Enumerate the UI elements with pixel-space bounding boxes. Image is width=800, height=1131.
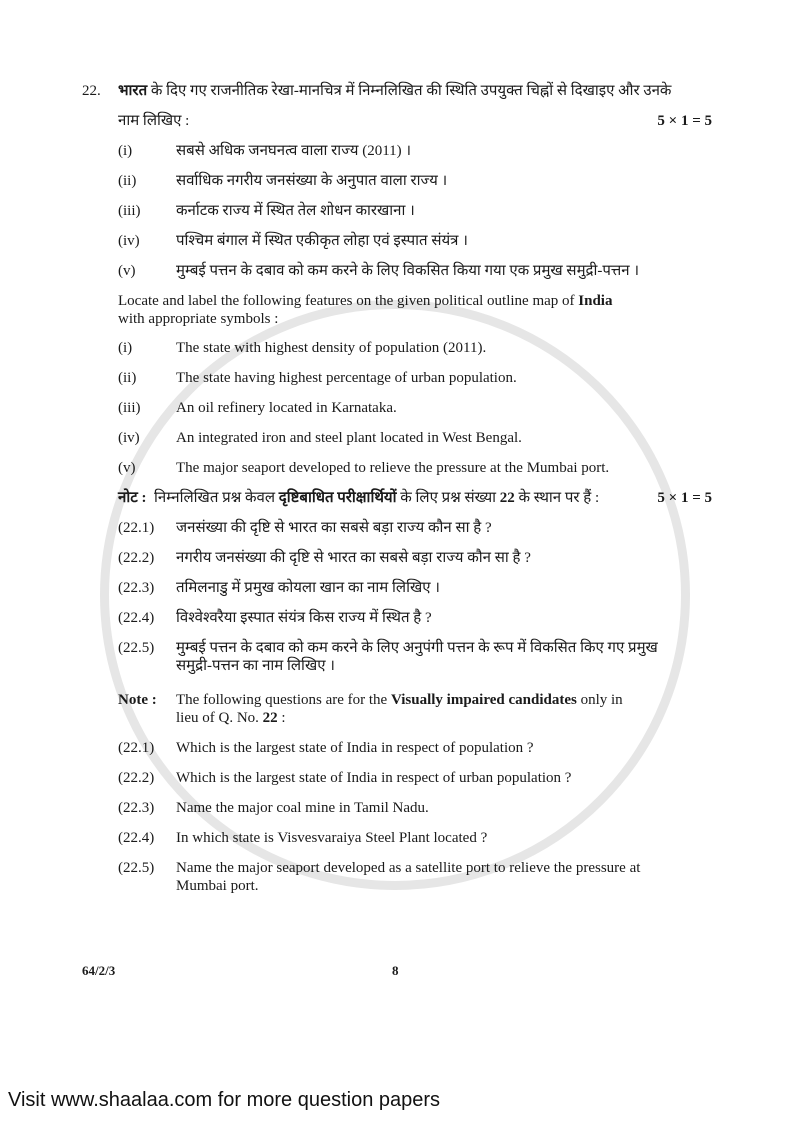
item-text-wrap — [176, 769, 712, 787]
item-text-wrap — [176, 639, 712, 675]
list-item — [118, 262, 712, 280]
item-label: (22.3) — [118, 800, 155, 816]
list-item — [118, 519, 712, 537]
marks: 5 × 1 = 5 — [657, 490, 712, 506]
item-text: पश्चिम बंगाल में स्थित एकीकृत लोहा एवं इस्पात संयंत्र । — [176, 233, 468, 249]
item-text-wrap — [176, 369, 712, 387]
item-text: The state having highest percentage of urban population. — [176, 370, 517, 386]
hindi-vi-items-list — [118, 519, 712, 675]
item-text-wrap — [176, 549, 712, 567]
question-number: 22. — [82, 83, 101, 99]
item-label: (22.4) — [118, 830, 155, 846]
item-label: (ii) — [118, 173, 137, 189]
item-label: (22.5) — [118, 860, 155, 876]
item-text-continued: Mumbai port. — [176, 878, 259, 894]
marks: 5 × 1 = 5 — [657, 113, 712, 129]
english-heading-bold: India — [578, 293, 613, 309]
list-item — [118, 172, 712, 190]
item-text-wrap — [176, 739, 712, 757]
item-text: Name the major coal mine in Tamil Nadu. — [176, 800, 429, 816]
item-text: An integrated iron and steel plant located in West Bengal. — [176, 430, 522, 446]
list-item — [118, 202, 712, 220]
hindi-heading-line2-wrap — [118, 112, 712, 130]
hindi-note-text: के स्थान पर हैं : — [514, 490, 600, 506]
item-label: (iii) — [118, 400, 141, 416]
hindi-note-text: के लिए प्रश्न संख्या — [396, 490, 500, 506]
item-text: Which is the largest state of India in respect of urban population ? — [176, 770, 572, 786]
item-text: विश्वेश्वरैया इस्पात संयंत्र किस राज्य में स्थित है ? — [176, 610, 432, 626]
english-note-body — [176, 691, 712, 727]
item-text-wrap — [176, 829, 712, 847]
item-text-wrap — [176, 262, 712, 280]
item-text: The state with highest density of population (2011). — [176, 340, 487, 356]
item-label: (22.2) — [118, 550, 155, 566]
english-note-bold: Visually impaired candidates — [390, 692, 577, 708]
item-label: (22.1) — [118, 520, 155, 536]
list-item — [118, 579, 712, 597]
list-item — [118, 232, 712, 250]
english-vi-items-list — [118, 739, 712, 895]
hindi-heading-bold: भारत — [118, 83, 148, 99]
item-text-continued: समुद्री-पत्तन का नाम लिखिए । — [176, 658, 335, 674]
list-item — [118, 339, 712, 357]
list-item — [118, 799, 712, 817]
list-item — [118, 859, 712, 895]
hindi-items-list — [118, 142, 712, 280]
footer-banner: Visit www.shaalaa.com for more question papers — [8, 1089, 441, 1111]
item-text-wrap — [176, 799, 712, 817]
item-label: (i) — [118, 340, 133, 356]
item-text: मुम्बई पत्तन के दबाव को कम करने के लिए विकसित किया गया एक प्रमुख समुद्री-पत्तन । — [176, 263, 640, 279]
item-label: (22.1) — [118, 740, 155, 756]
item-text: मुम्बई पत्तन के दबाव को कम करने के लिए अनुपंगी पत्तन के रूप में विकसित किए गए प्रमुख — [176, 640, 658, 656]
list-item — [118, 429, 712, 447]
item-text-wrap — [176, 579, 712, 597]
list-item — [118, 739, 712, 757]
english-note-label-text: Note : — [118, 692, 157, 708]
item-text-wrap — [176, 142, 712, 160]
item-text-wrap — [176, 339, 712, 357]
item-text-wrap — [176, 399, 712, 417]
english-note-text: The following questions are for the — [176, 692, 391, 708]
item-label: (22.5) — [118, 640, 155, 656]
hindi-heading-line2-text: नाम लिखिए : — [118, 113, 190, 129]
list-item — [118, 369, 712, 387]
item-text: Name the major seaport developed as a satellite port to relieve the pressure at — [176, 860, 641, 876]
item-label: (i) — [118, 143, 133, 159]
english-note-label — [118, 691, 176, 709]
hindi-note — [118, 489, 712, 507]
hindi-heading-line2 — [118, 112, 712, 130]
hindi-note-bold: दृष्टिबाधित परीक्षार्थियों — [278, 490, 397, 506]
list-item — [118, 459, 712, 477]
paper-code: 64/2/3 — [82, 963, 116, 978]
item-text-wrap — [176, 459, 712, 477]
hindi-note-wrap — [118, 489, 712, 507]
item-label: (v) — [118, 263, 136, 279]
hindi-note-num: 22 — [499, 490, 515, 506]
english-items-list — [118, 339, 712, 477]
item-text-wrap — [176, 519, 712, 537]
item-text: जनसंख्या की दृष्टि से भारत का सबसे बड़ा राज्य कौन सा है ? — [176, 520, 492, 536]
item-label: (iv) — [118, 430, 140, 446]
english-heading-line2: with appropriate symbols : — [118, 311, 279, 327]
item-text: Which is the largest state of India in respect of population ? — [176, 740, 534, 756]
item-label: (iv) — [118, 233, 140, 249]
item-label: (22.2) — [118, 770, 155, 786]
english-note-text: : — [277, 710, 286, 726]
item-text: An oil refinery located in Karnataka. — [176, 400, 397, 416]
item-text: तमिलनाडु में प्रमुख कोयला खान का नाम लिखिए । — [176, 580, 440, 596]
hindi-note-text: निम्नलिखित प्रश्न केवल — [154, 490, 279, 506]
list-item — [118, 829, 712, 847]
item-label: (v) — [118, 460, 136, 476]
hindi-heading-line1 — [82, 82, 712, 100]
english-heading — [118, 292, 712, 328]
item-text: कर्नाटक राज्य में स्थित तेल शोधन कारखाना । — [176, 203, 415, 219]
list-item — [118, 639, 712, 675]
item-label: (22.4) — [118, 610, 155, 626]
item-label: (ii) — [118, 370, 137, 386]
list-item — [118, 399, 712, 417]
hindi-note-label: नोट : — [118, 490, 147, 506]
item-text-wrap — [176, 859, 712, 895]
item-text-wrap — [176, 202, 712, 220]
list-item — [118, 609, 712, 627]
list-item — [118, 769, 712, 787]
hindi-heading-text — [118, 82, 712, 100]
item-text: सबसे अधिक जनघनत्व वाला राज्य (2011) । — [176, 143, 412, 159]
item-text-wrap — [176, 609, 712, 627]
english-heading-text-wrap — [118, 292, 712, 328]
item-label: (iii) — [118, 203, 141, 219]
item-text: नगरीय जनसंख्या की दृष्टि से भारत का सबसे बड़ा राज्य कौन सा है ? — [176, 550, 531, 566]
item-text: The major seaport developed to relieve the pressure at the Mumbai port. — [176, 460, 610, 476]
page-number: 8 — [392, 963, 399, 978]
item-text-wrap — [176, 429, 712, 447]
hindi-heading-rest: के दिए गए राजनीतिक रेखा-मानचित्र में निम्नलिखित की स्थिति उपयुक्त चिह्नों से दिखाइए और उनके — [147, 83, 672, 99]
english-note — [118, 691, 712, 727]
item-label: (22.3) — [118, 580, 155, 596]
english-note-text: lieu of Q. No. — [176, 710, 263, 726]
list-item — [118, 549, 712, 567]
item-text-wrap — [176, 232, 712, 250]
english-note-bold: 22 — [262, 710, 278, 726]
item-text: In which state is Visvesvaraiya Steel Plant located ? — [176, 830, 488, 846]
english-note-text: only in — [576, 692, 623, 708]
english-heading-text: Locate and label the following features on the given political outline map of — [118, 293, 579, 309]
list-item — [118, 142, 712, 160]
item-text-wrap — [176, 172, 712, 190]
item-text: सर्वाधिक नगरीय जनसंख्या के अनुपात वाला राज्य । — [176, 173, 448, 189]
page-footer — [0, 962, 800, 980]
